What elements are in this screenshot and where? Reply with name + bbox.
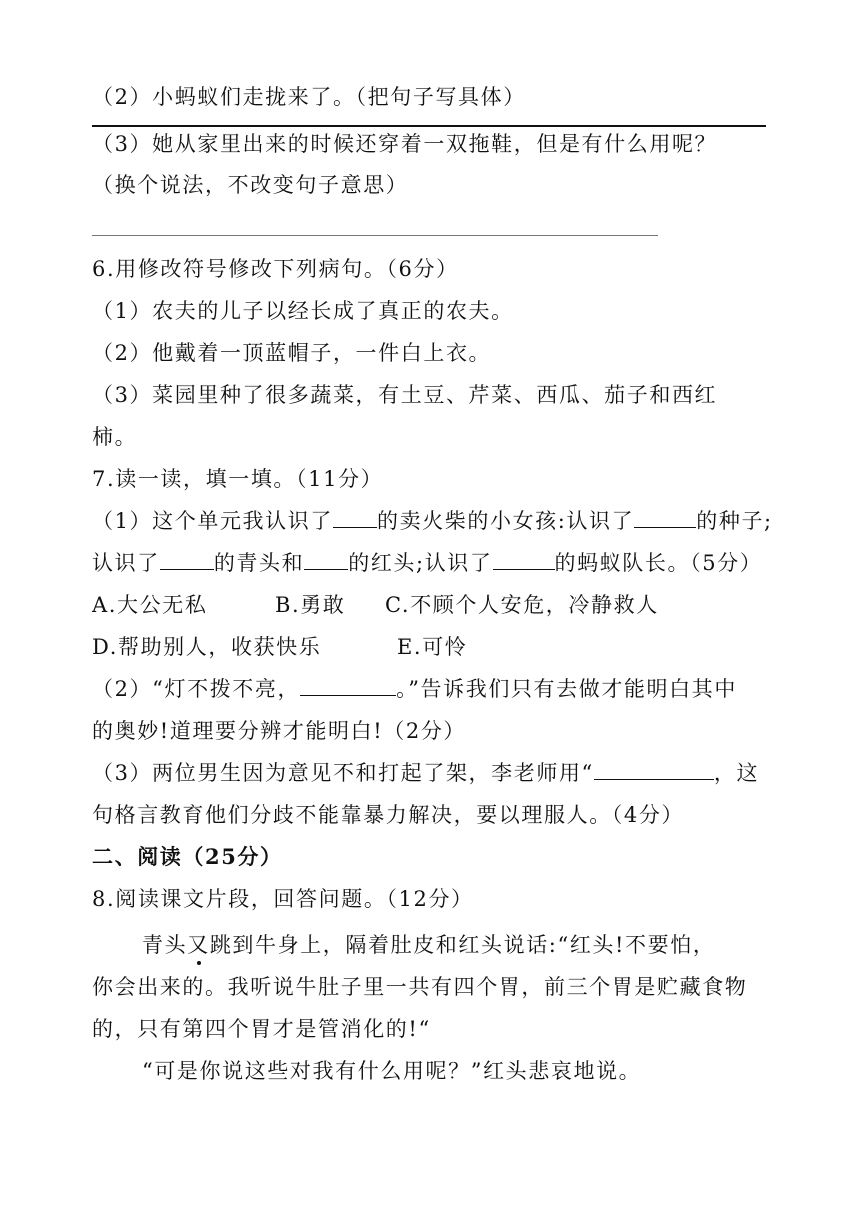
passage-line-2: 你会出来的。我听说牛肚子里一共有四个胃，前三个胃是贮藏食物 [92, 975, 748, 999]
q6-item-3-line2: 柿。 [92, 425, 138, 449]
q7-item-1-text: 的卖火柴的小女孩:认识了 [376, 509, 635, 533]
q7-item-1-text: 认识了 [92, 551, 160, 575]
fill-blank[interactable] [333, 509, 377, 528]
q7-item-2-line2: 的奥妙!道理要分辨才能明白!（2分） [92, 719, 467, 743]
q7-item-2-text: 。”告诉我们只有去做才能明白其中 [396, 677, 737, 701]
q5-item-3-line1: （3）她从家里出来的时候还穿着一双拖鞋，但是有什么用呢？ [92, 132, 718, 156]
q6-item-1: （1）农夫的儿子以经长成了真正的农夫。 [92, 299, 514, 323]
q7-item-3-text: ，这 [713, 761, 760, 785]
fill-blank[interactable] [594, 761, 714, 780]
q7-item-1-text: （1）这个单元我认识了 [92, 509, 333, 533]
option-c: C.不顾个人安危，冷静救人 [385, 593, 659, 617]
q7-item-1-text: 的蚂蚁队长。（5分） [554, 551, 763, 575]
passage-line-4: “可是你说这些对我有什么用呢？”红头悲哀地说。 [142, 1059, 642, 1083]
option-b: B.勇敢 [275, 593, 346, 617]
q7-item-1-text: 的青头和 [213, 551, 305, 575]
passage-text: 青头 [142, 933, 188, 957]
q6-item-3-line1: （3）菜园里种了很多蔬菜，有土豆、芹菜、西瓜、茄子和西红 [92, 383, 718, 407]
q7-item-1-line2 [92, 548, 762, 578]
fill-blank[interactable] [160, 551, 214, 570]
option-a: A.大公无私 [92, 593, 208, 617]
fill-blank[interactable] [493, 551, 555, 570]
q6-item-2: （2）他戴着一顶蓝帽子，一件白上衣。 [92, 341, 492, 365]
q7-item-3-line1 [92, 758, 759, 788]
q7-item-2-line1 [92, 674, 737, 704]
q7-title: 7.读一读，填一填。（11分） [92, 467, 384, 491]
q7-item-1-line1 [92, 506, 773, 536]
fill-blank[interactable] [304, 551, 348, 570]
q8-title: 8.阅读课文片段，回答问题。（12分） [92, 887, 474, 911]
q7-item-3-line2: 句格言教育他们分歧不能靠暴力解决，要以理服人。（4分） [92, 803, 685, 827]
q5-item-3-line2: （换个说法，不改变句子意思） [92, 173, 409, 197]
fill-blank[interactable] [300, 677, 396, 696]
q6-title: 6.用修改符号修改下列病句。（6分） [92, 257, 459, 281]
passage-line-1 [142, 930, 715, 960]
answer-line [92, 235, 658, 236]
option-d: D.帮助别人，收获快乐 [92, 635, 322, 659]
q7-item-1-text: 的红头;认识了 [348, 551, 493, 575]
passage-text: 跳到牛身上，隔着肚皮和红头说话:“红头!不要怕， [209, 933, 716, 957]
q5-item-2: （2）小蚂蚁们走拢来了。（把句子写具体） [92, 85, 526, 109]
q7-item-3-text: （3）两位男生因为意见不和打起了架，李老师用“ [92, 761, 594, 785]
emphasis-char: 又 [187, 930, 210, 960]
answer-line [92, 125, 766, 127]
q7-item-1-text: 的种子; [696, 509, 773, 533]
passage-line-3: 的，只有第四个胃才是管消化的!“ [92, 1017, 431, 1041]
section-heading: 二、阅读（25分） [92, 844, 283, 869]
option-e: E.可怜 [397, 635, 468, 659]
q7-item-2-text: （2）“灯不拨不亮， [92, 677, 301, 701]
fill-blank[interactable] [634, 509, 696, 528]
